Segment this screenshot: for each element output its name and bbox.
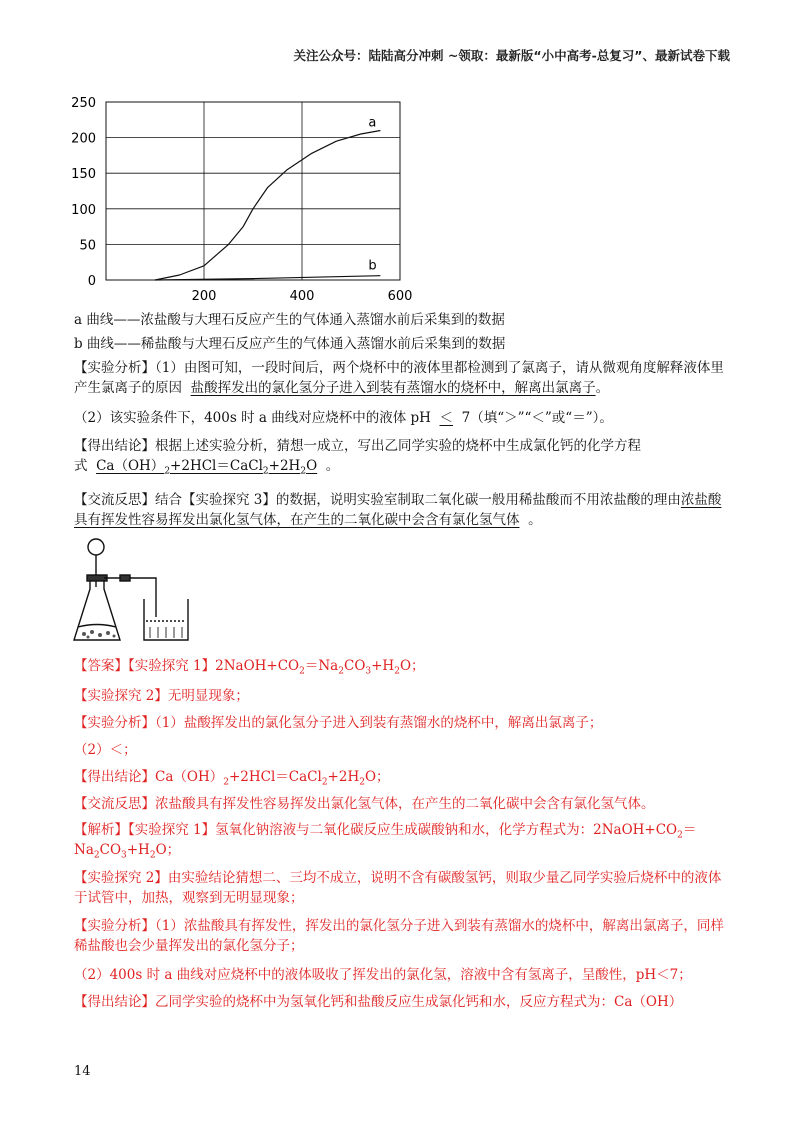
eq-part: +2H <box>268 458 301 474</box>
eq-sub: 2 <box>262 466 269 477</box>
conclusion-text: 【得出结论】根据上述实验分析，猜想一成立，写出乙同学实验的烧杯中生成氯化钙的化学方程式 <box>74 438 641 474</box>
series-label-a: a <box>368 115 377 131</box>
line-chart <box>62 92 422 304</box>
ans-sub: 2 <box>338 666 344 677</box>
y-tick-label: 250 <box>71 96 96 111</box>
page-header: 关注公众号：陆陆高分冲刺 ~领取：最新版“小中高考-总复习”、最新试卷下载 <box>293 48 730 63</box>
answer-5 <box>74 767 730 787</box>
y-tick-label: 150 <box>71 167 96 183</box>
analysis-question-2 <box>74 408 730 428</box>
ans-sub: 2 <box>359 777 365 788</box>
exp-part: CO <box>99 842 122 858</box>
answer-2: 【实验探究 2】无明显现象； <box>74 688 249 704</box>
exp-sub: 2 <box>93 850 100 861</box>
exp-part: 【解析】【实验探究 1】氢氧化钠溶液与二氧化碳反应生成碳酸钠和水，化学方程式为：2NaOH+CO <box>74 822 678 838</box>
eq-part: +2HCl＝CaCl <box>170 458 263 474</box>
y-tick-label: 50 <box>79 238 96 254</box>
ans-part: CO <box>343 658 366 674</box>
x-tick-label: 400 <box>289 289 315 304</box>
series-line-b <box>155 276 380 280</box>
ans-part: +2H <box>327 769 360 785</box>
explanation-2: 【实验探究 2】由实验结论猜想二、三均不成立，说明不含有碳酸氢钙，则取少量乙同学实验后烧杯中的液体于试管中，加热，观察到无明显现象； <box>74 870 722 906</box>
exp-sub: 3 <box>121 850 127 861</box>
explanation-3: 【实验分析】（1）浓盐酸具有挥发性，挥发出的氯化氢分子进入到装有蒸馏水的烧杯中，解离出氯离子，同样稀盐酸也会少量挥发出的氯化氢分子； <box>74 918 724 954</box>
x-tick-label: 200 <box>191 289 217 304</box>
reflection-end: 。 <box>528 512 542 528</box>
reflection-text: 【交流反思】结合【实验探究 3】的数据，说明实验室制取二氧化碳一般用稀盐酸而不用浓盐酸的理由 <box>74 492 681 508</box>
ans-sub: 2 <box>223 777 229 788</box>
eq-sub: 2 <box>164 466 171 477</box>
analysis-q2-answer: ＜ <box>439 410 454 426</box>
exp-part: Na <box>74 842 94 858</box>
analysis-q1-text: 【实验分析】（1）由图可知，一段时间后，两个烧杯中的液体里都检测到了氯离子，请从微观角度解释液体里产生氯离子的原因 <box>74 360 724 396</box>
exp-part: +H <box>126 842 150 858</box>
analysis-question-1 <box>74 358 730 398</box>
eq-part: O <box>306 458 318 474</box>
answer-3: 【实验分析】（1）盐酸挥发出的氯化氢分子进入到装有蒸馏水的烧杯中，解离出氯离子； <box>74 715 603 731</box>
ans-part: 【答案】【实验探究 1】2NaOH+CO <box>74 658 300 674</box>
ans-part: +H <box>371 658 395 674</box>
exp-part: O； <box>155 842 181 858</box>
ans-sub: 3 <box>365 666 372 677</box>
explanation-5: 【得出结论】乙同学实验的烧杯中为氢氧化钙和盐酸反应生成氯化钙和水，反应方程式为：Ca（OH） <box>74 994 683 1010</box>
x-tick-label: 600 <box>387 289 413 304</box>
apparatus-illustration <box>70 537 200 649</box>
analysis-q1-answer: 盐酸挥发出的氯化氢分子进入到装有蒸馏水的烧杯中，解离出氯离子 <box>190 380 596 396</box>
y-tick-label: 0 <box>87 274 96 289</box>
legend-line-a: a 曲线——浓盐酸与大理石反应产生的气体通入蒸馏水前后采集到的数据 <box>74 312 505 328</box>
exp-sub: 2 <box>677 830 683 841</box>
ans-part: O； <box>399 658 425 674</box>
eq-part: Ca（OH） <box>96 458 165 474</box>
eq-sub: 2 <box>300 466 307 477</box>
exp-sub: 2 <box>149 850 156 861</box>
conclusion-equation <box>96 458 318 477</box>
ans-sub: 2 <box>321 777 328 788</box>
answer-6: 【交流反思】浓盐酸具有挥发性容易挥发出氯化氢气体，在产生的二氧化碳中会含有氯化氢气体。 <box>74 796 655 812</box>
ans-part: +2HCl＝CaCl <box>228 769 322 785</box>
answer-4: （2）＜； <box>74 742 137 758</box>
series-line-a <box>155 131 380 281</box>
explanation-4: （2）400s 时 a 曲线对应烧杯中的液体吸收了挥发出的氯化氢，溶液中含有氢离子，呈酸性，pH＜7； <box>74 967 692 983</box>
explanation-1 <box>74 820 730 860</box>
ans-part: 【得出结论】Ca（OH） <box>74 769 224 785</box>
ans-part: O； <box>364 769 390 785</box>
ans-sub: 2 <box>394 666 400 677</box>
plot-frame <box>106 102 400 280</box>
page-number: 14 <box>74 1064 91 1079</box>
conclusion-question <box>74 436 730 476</box>
exp-part: ＝ <box>682 822 697 838</box>
analysis-q2-end: 7（填“＞”“＜”或“＝”）。 <box>461 410 613 426</box>
series-label-b: b <box>368 258 377 274</box>
analysis-q2-text: （2）该实验条件下，400s 时 a 曲线对应烧杯中的液体 pH <box>74 410 431 426</box>
ans-part: ＝Na <box>304 658 339 674</box>
y-tick-label: 200 <box>71 131 96 147</box>
conclusion-end: 。 <box>325 458 340 474</box>
legend-line-b: b 曲线——稀盐酸与大理石反应产生的气体通入蒸馏水前后采集到的数据 <box>74 336 506 352</box>
analysis-q1-end: 。 <box>595 380 610 396</box>
ans-sub: 2 <box>299 666 305 677</box>
answer-1 <box>74 656 730 676</box>
y-tick-label: 100 <box>71 202 96 218</box>
reflection-question <box>74 490 730 530</box>
reflection-answer: 浓盐酸具有挥发性容易挥发出氯化氢气体，在产生的二氧化碳中会含有氯化氢气体 <box>74 492 722 528</box>
